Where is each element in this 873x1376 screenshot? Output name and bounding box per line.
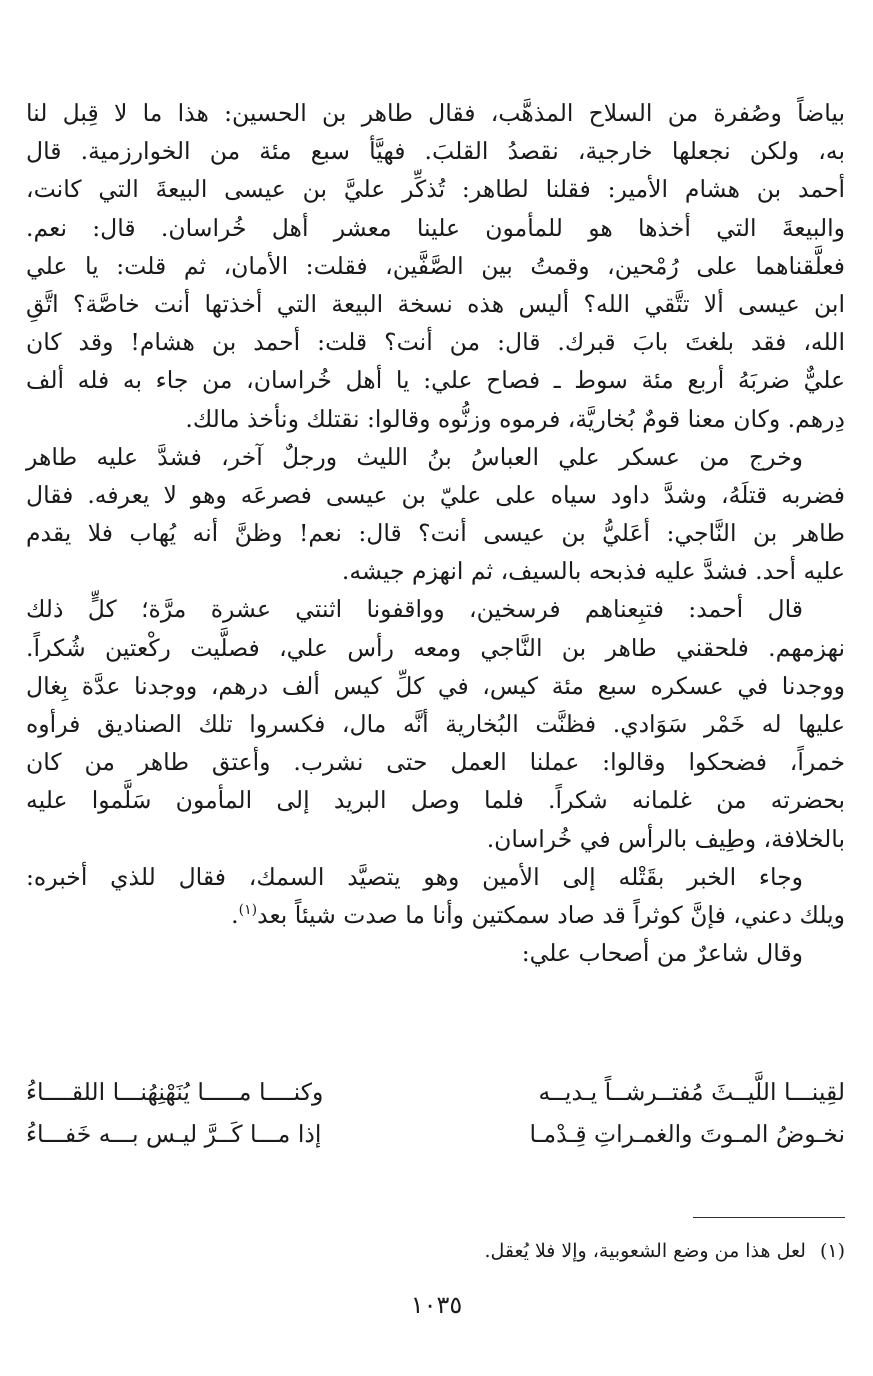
text-line: نهزمهم. فلحقني طاهر بن النَّاجي ومعه رأس علي، فصلَّيت ركْعتين شُكراً.: [26, 633, 845, 662]
footnote-number: (١): [819, 1240, 845, 1262]
footnote-divider: [693, 1217, 845, 1218]
paragraph-start-line: وخرج من عسكر علي العباسُ بنُ الليث ورجلٌ آخر، فشدَّ عليه طاهر: [26, 442, 803, 471]
footnote: [26, 1236, 845, 1266]
verse-first-hemistich: نخـوضُ المـوتَ والغمـراتِ قِـدْمـا: [529, 1120, 845, 1148]
text-line: بياضاً وصُفرة من السلاح المذهَّب، فقال طاهر بن الحسين: هذا ما لا قِبل لنا: [26, 99, 845, 127]
text-line: بحضرته من غلمانه شكراً. فلما وصل البريد إلى المأمون سَلَّموا عليه: [26, 786, 845, 815]
paragraph-start-line: وجاء الخبر بقَتْله إلى الأمين وهو يتصيَّد السمك، فقال للذي أخبره:: [26, 862, 803, 891]
text-line: عليٌّ ضربَهُ أربع مئة سوط ـ فصاح علي: يا أهل خُراسان، من جاء به فله ألف: [26, 366, 845, 395]
verse-second-hemistich: إذا مـــا كَــرَّ ليـس بـــه خَفـــاءُ: [26, 1120, 322, 1148]
page-number: ١٠٣٥: [410, 1291, 463, 1319]
text-line: ووجدنا في عسكره سبع مئة كيس، في كلِّ كيس ألف درهم، ووجدنا عدَّة بِغال: [26, 671, 845, 700]
main-text: [26, 94, 845, 972]
text-segment: ويلك دعني، فإنَّ كوثراً قد صاد سمكتين وأنا ما صدت شيئاً بعد: [257, 900, 845, 929]
verse-first-hemistich: لقِينـــا اللَّيــثَ مُفتــرشــاً يـديــه: [538, 1078, 845, 1106]
text-line: ابن عيسى ألا تتَّقي الله؟ أليس هذه نسخة البيعة التي أخذتها أنت خاصَّة؟ اتَّقِ: [26, 289, 845, 318]
paragraph-start-line: قال أحمد: فتبِعناهم فرسخين، وواقفونا اثنتي عشرة مرَّة؛ كلٍّ ذلك: [26, 595, 803, 624]
verse-second-hemistich: وكنــــا مـــــا يُنَهْنِهُنـــا اللقــــاءُ: [26, 1078, 324, 1106]
text-line: دِرهم. وكان معنا قومٌ بُخاريَّة، فرموه وزنُّوه وقالوا: نقتلك ونأخذ مالك.: [185, 404, 845, 433]
text-line: والبيعةَ التي أخذها هو للمأمون علينا معشر أهل خُراسان. قال: نعم.: [26, 213, 845, 242]
poem-verses: [26, 1072, 845, 1156]
text-line-with-footnote: [26, 896, 845, 934]
text-line: طاهر بن النَّاجي: أعَليُّ بن عيسى أنت؟ قال: نعم! وظنَّ أنه يُهاب فلا يقدم: [26, 519, 845, 548]
verse-intro-line: وقال شاعرٌ من أصحاب علي:: [521, 939, 803, 968]
text-line: أحمد بن هشام الأمير: فقلنا لطاهر: تُذكِّر عليَّ بن عيسى البيعةَ التي كانت،: [26, 175, 845, 204]
text-line: خمراً، فضحكوا وقالوا: عملنا العمل حتى نشرب. وأعتق طاهر من كان: [26, 748, 845, 777]
text-segment: .: [231, 900, 239, 929]
text-line: فعلَّقناهما على رُمْحين، وقمتُ بين الصَّفَّين، فقلت: الأمان، ثم قلت: يا علي: [26, 251, 845, 280]
text-line: الله، فقد بلغتَ بابَ قبرك. قال: من أنت؟ قلت: أحمد بن هشام! وقد كان: [26, 328, 845, 357]
text-line: عليه أحد. فشدَّ عليه فذبحه بالسيف، ثم انهزم جيشه.: [341, 557, 845, 586]
verse-row: [26, 1114, 845, 1156]
text-line: فضربه قتلَهُ، وشدَّ داود سياه على عليّ بن عيسى فصرعَه وهو لا يعرفه. فقال: [26, 480, 845, 509]
text-line: عليها له خَمْر سَوَادي. فظنَّت البُخارية أنَّه مال، فكسروا تلك الصناديق فرأوه: [26, 710, 845, 738]
footnote-text: لعل هذا من وضع الشعوبية، وإلا فلا يُعقل.: [484, 1240, 806, 1262]
text-line: به، ولكن نجعلها خارجية، نقصدُ القلبَ. فهيَّأ سبع مئة من الخوارزمية. قال: [26, 137, 845, 166]
footnote-reference[interactable]: (١): [238, 902, 258, 919]
text-line: بالخلافة، وطِيف بالرأس في خُراسان.: [486, 824, 845, 853]
verse-row: [26, 1072, 845, 1114]
